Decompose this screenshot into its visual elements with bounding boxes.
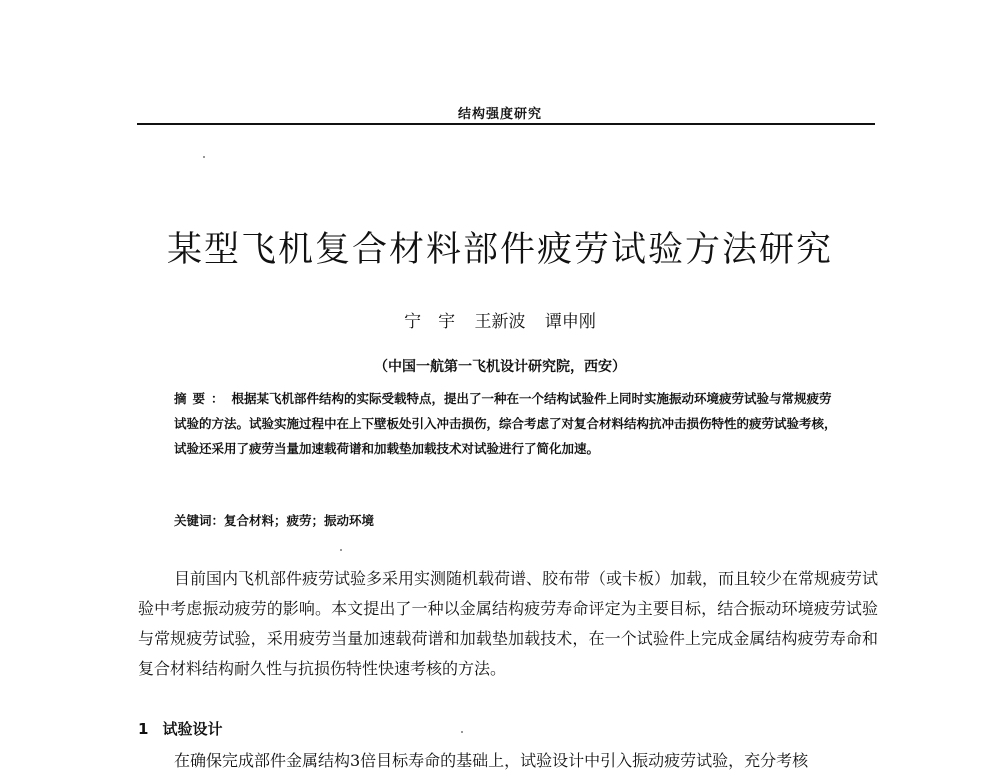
author-3: 谭申刚	[544, 312, 596, 332]
keywords-label: 关键词：	[174, 513, 225, 528]
author-list	[0, 309, 1000, 335]
abstract-label: 摘要：	[174, 391, 230, 406]
author-2: 王新波	[474, 312, 526, 332]
scan-speck	[203, 156, 205, 158]
abstract-text: 根据某飞机部件结构的实际受载特点，提出了一种在一个结构试验件上同时实施振动环境疲劳试验与常规疲劳试验的方法。试验实施过程中在上下壁板处引入冲击损伤，综合考虑了对复合材料结构抗冲击损伤特性的疲劳试验考核，试验还采用了疲劳当量加速载荷谱和加载垫加载技术对试验进行了简化加速。	[174, 391, 837, 456]
keywords-text: 复合材料；疲劳；振动环境	[224, 513, 375, 528]
section-heading	[138, 717, 222, 741]
body-paragraph: 目前国内飞机部件疲劳试验多采用实测随机载荷谱、胶布带（或卡板）加载，而且较少在常规疲劳试验中考虑振动疲劳的影响。本文提出了一种以金属结构疲劳寿命评定为主要目标，结合振动环境疲劳试验与常规疲劳试验，采用疲劳当量加速载荷谱和加载垫加载技术，在一个试验件上完成金属结构疲劳寿命和复合材料结构耐久性与抗损伤特性快速考核的方法。	[138, 569, 879, 678]
abstract	[174, 386, 840, 461]
scan-speck	[340, 549, 342, 551]
running-header: 结构强度研究	[457, 107, 542, 122]
section-title: 试验设计	[162, 720, 223, 738]
paper-title: 某型飞机复合材料部件疲劳试验方法研究	[166, 230, 833, 270]
scan-speck	[461, 731, 463, 733]
author-1: 宁 宇	[404, 312, 456, 332]
keywords	[174, 510, 840, 532]
cut-off-line: 在确保完成部件金属结构3倍目标寿命的基础上，试验设计中引入振动疲劳试验，充分考核	[174, 751, 809, 770]
section-number: 1	[138, 720, 149, 738]
header-rule	[137, 123, 875, 125]
affiliation: （中国一航第一飞机设计研究院，西安）	[374, 359, 626, 375]
